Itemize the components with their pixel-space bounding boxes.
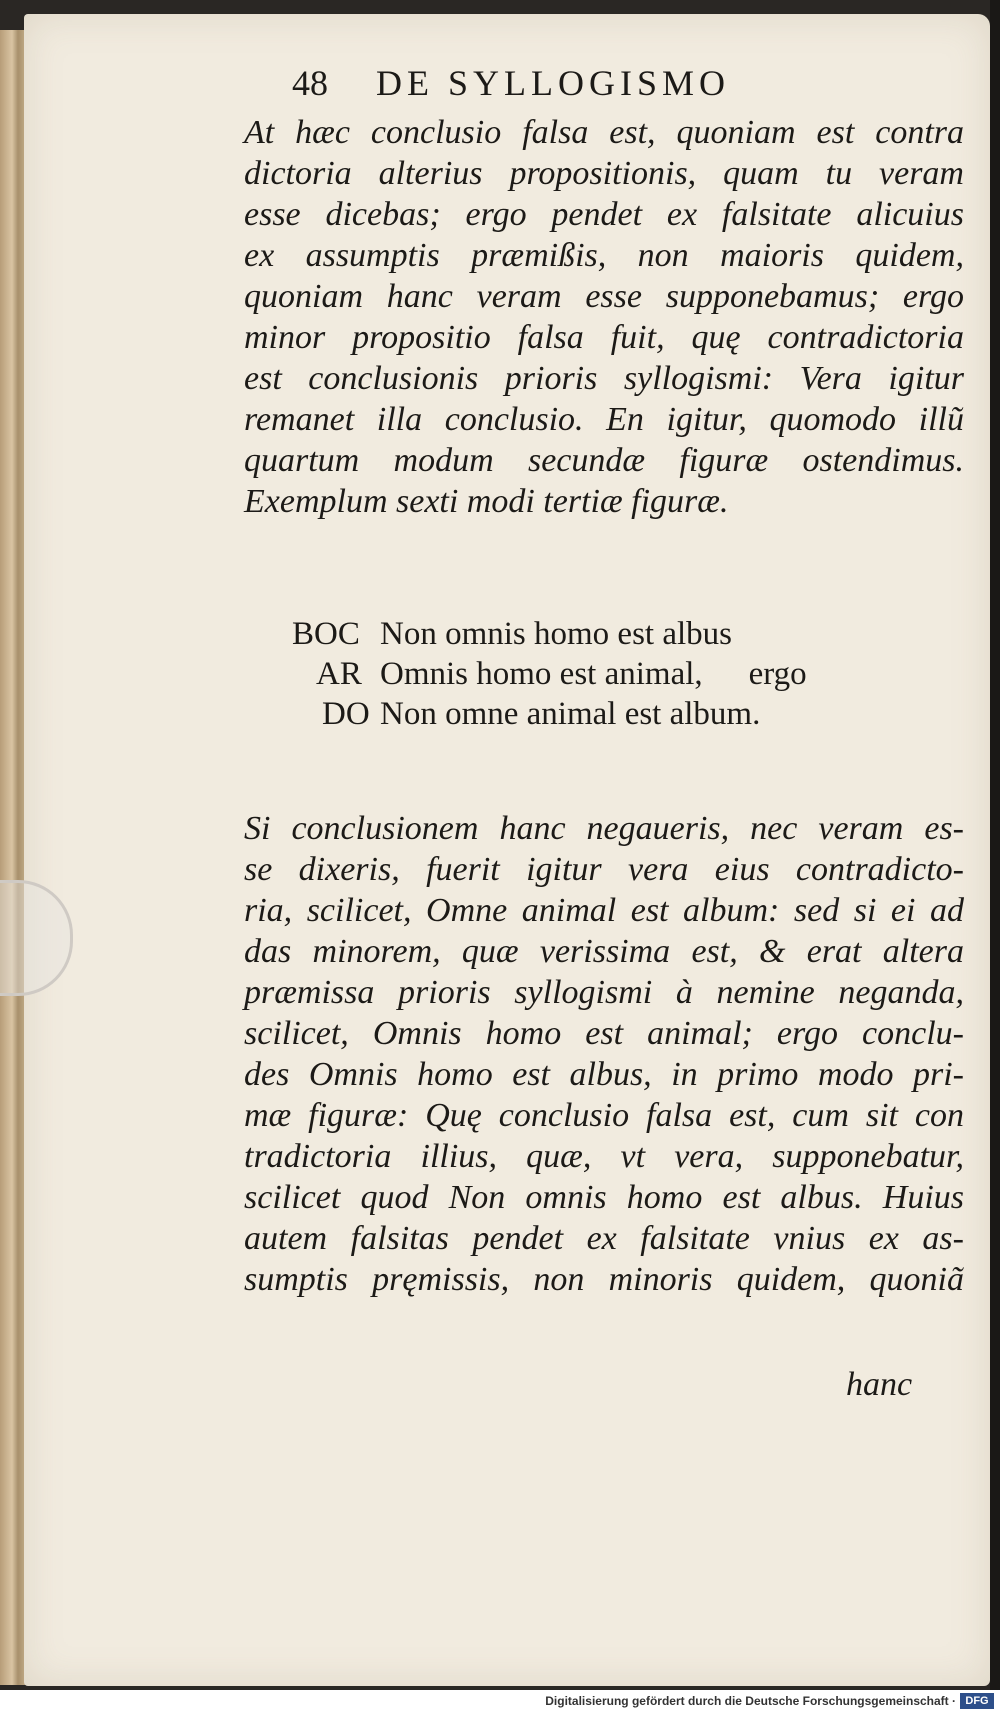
mnemonic-term: AR [316, 656, 362, 692]
ergo-word: ergo [748, 656, 807, 692]
text-line: se dixeris, fuerit igitur vera eius contradicto- [244, 851, 964, 888]
conclusion-text: Non omne animal est album. [380, 696, 761, 732]
text-line: autem falsitas pendet ex falsitate vnius ex as- [244, 1220, 964, 1257]
text-line: At hæc conclusio falsa est, quoniam est contra [244, 114, 964, 151]
catchword: hanc [846, 1366, 913, 1403]
mnemonic-term: BOC [292, 616, 360, 652]
text-line: esse dicebas; ergo pendet ex falsitate alicuius [244, 196, 964, 233]
page-number: 48 [292, 63, 328, 103]
text-line: ria, scilicet, Omne animal est album: sed si ei ad [244, 892, 964, 929]
text-line: scilicet quod Non omnis homo est albus. Huius [244, 1179, 964, 1216]
text-line: præmissa prioris syllogismi à nemine neganda, [244, 974, 964, 1011]
book-spine-shadow [990, 0, 1000, 1690]
text-line: mæ figuræ: Quę conclusio falsa est, cum sit con [244, 1097, 964, 1134]
syllogism-minor-premise [292, 654, 807, 694]
page-header [292, 62, 730, 104]
text-line: est conclusionis prioris syllogismi: Vera igitur [244, 360, 964, 397]
running-title: DE SYLLOGISMO [376, 63, 731, 103]
text-line: Si conclusionem hanc negaueris, nec veram es- [244, 810, 964, 847]
text-line: sumptis pręmissis, non minoris quidem, quoniã [244, 1261, 964, 1298]
text-line: remanet illa conclusio. En igitur, quomodo illũ [244, 401, 964, 438]
text-line: ex assumptis præmißis, non maioris quidem, [244, 237, 964, 274]
paragraph-1 [244, 112, 964, 522]
text-line: das minorem, quæ verissima est, & erat altera [244, 933, 964, 970]
premise-text: Omnis homo est animal, [380, 656, 703, 692]
text-line: scilicet, Omnis homo est animal; ergo conclu- [244, 1015, 964, 1052]
text-line: dictoria alterius propositionis, quam tu veram [244, 155, 964, 192]
syllogism-major-premise [292, 614, 807, 654]
digitization-credit: Digitalisierung gefördert durch die Deutsche Forschungsgemeinschaft · [545, 1694, 956, 1708]
mnemonic-term: DO [322, 696, 370, 732]
text-line: des Omnis homo est albus, in primo modo pri- [244, 1056, 964, 1093]
text-line: quartum modum secundæ figuræ ostendimus. [244, 442, 964, 479]
section-heading: Exemplum sexti modi tertiæ figuræ. [244, 483, 729, 520]
dfg-logo: DFG [960, 1693, 994, 1709]
paragraph-2 [244, 808, 964, 1300]
syllogism-conclusion [292, 694, 807, 734]
text-line: tradictoria illius, quæ, vt vera, supponebatur, [244, 1138, 964, 1175]
syllogism-example [292, 614, 807, 734]
text-line: quoniam hanc veram esse supponebamus; ergo [244, 278, 964, 315]
text-line: minor propositio falsa fuit, quę contradictoria [244, 319, 964, 356]
premise-text: Non omnis homo est albus [380, 616, 732, 652]
